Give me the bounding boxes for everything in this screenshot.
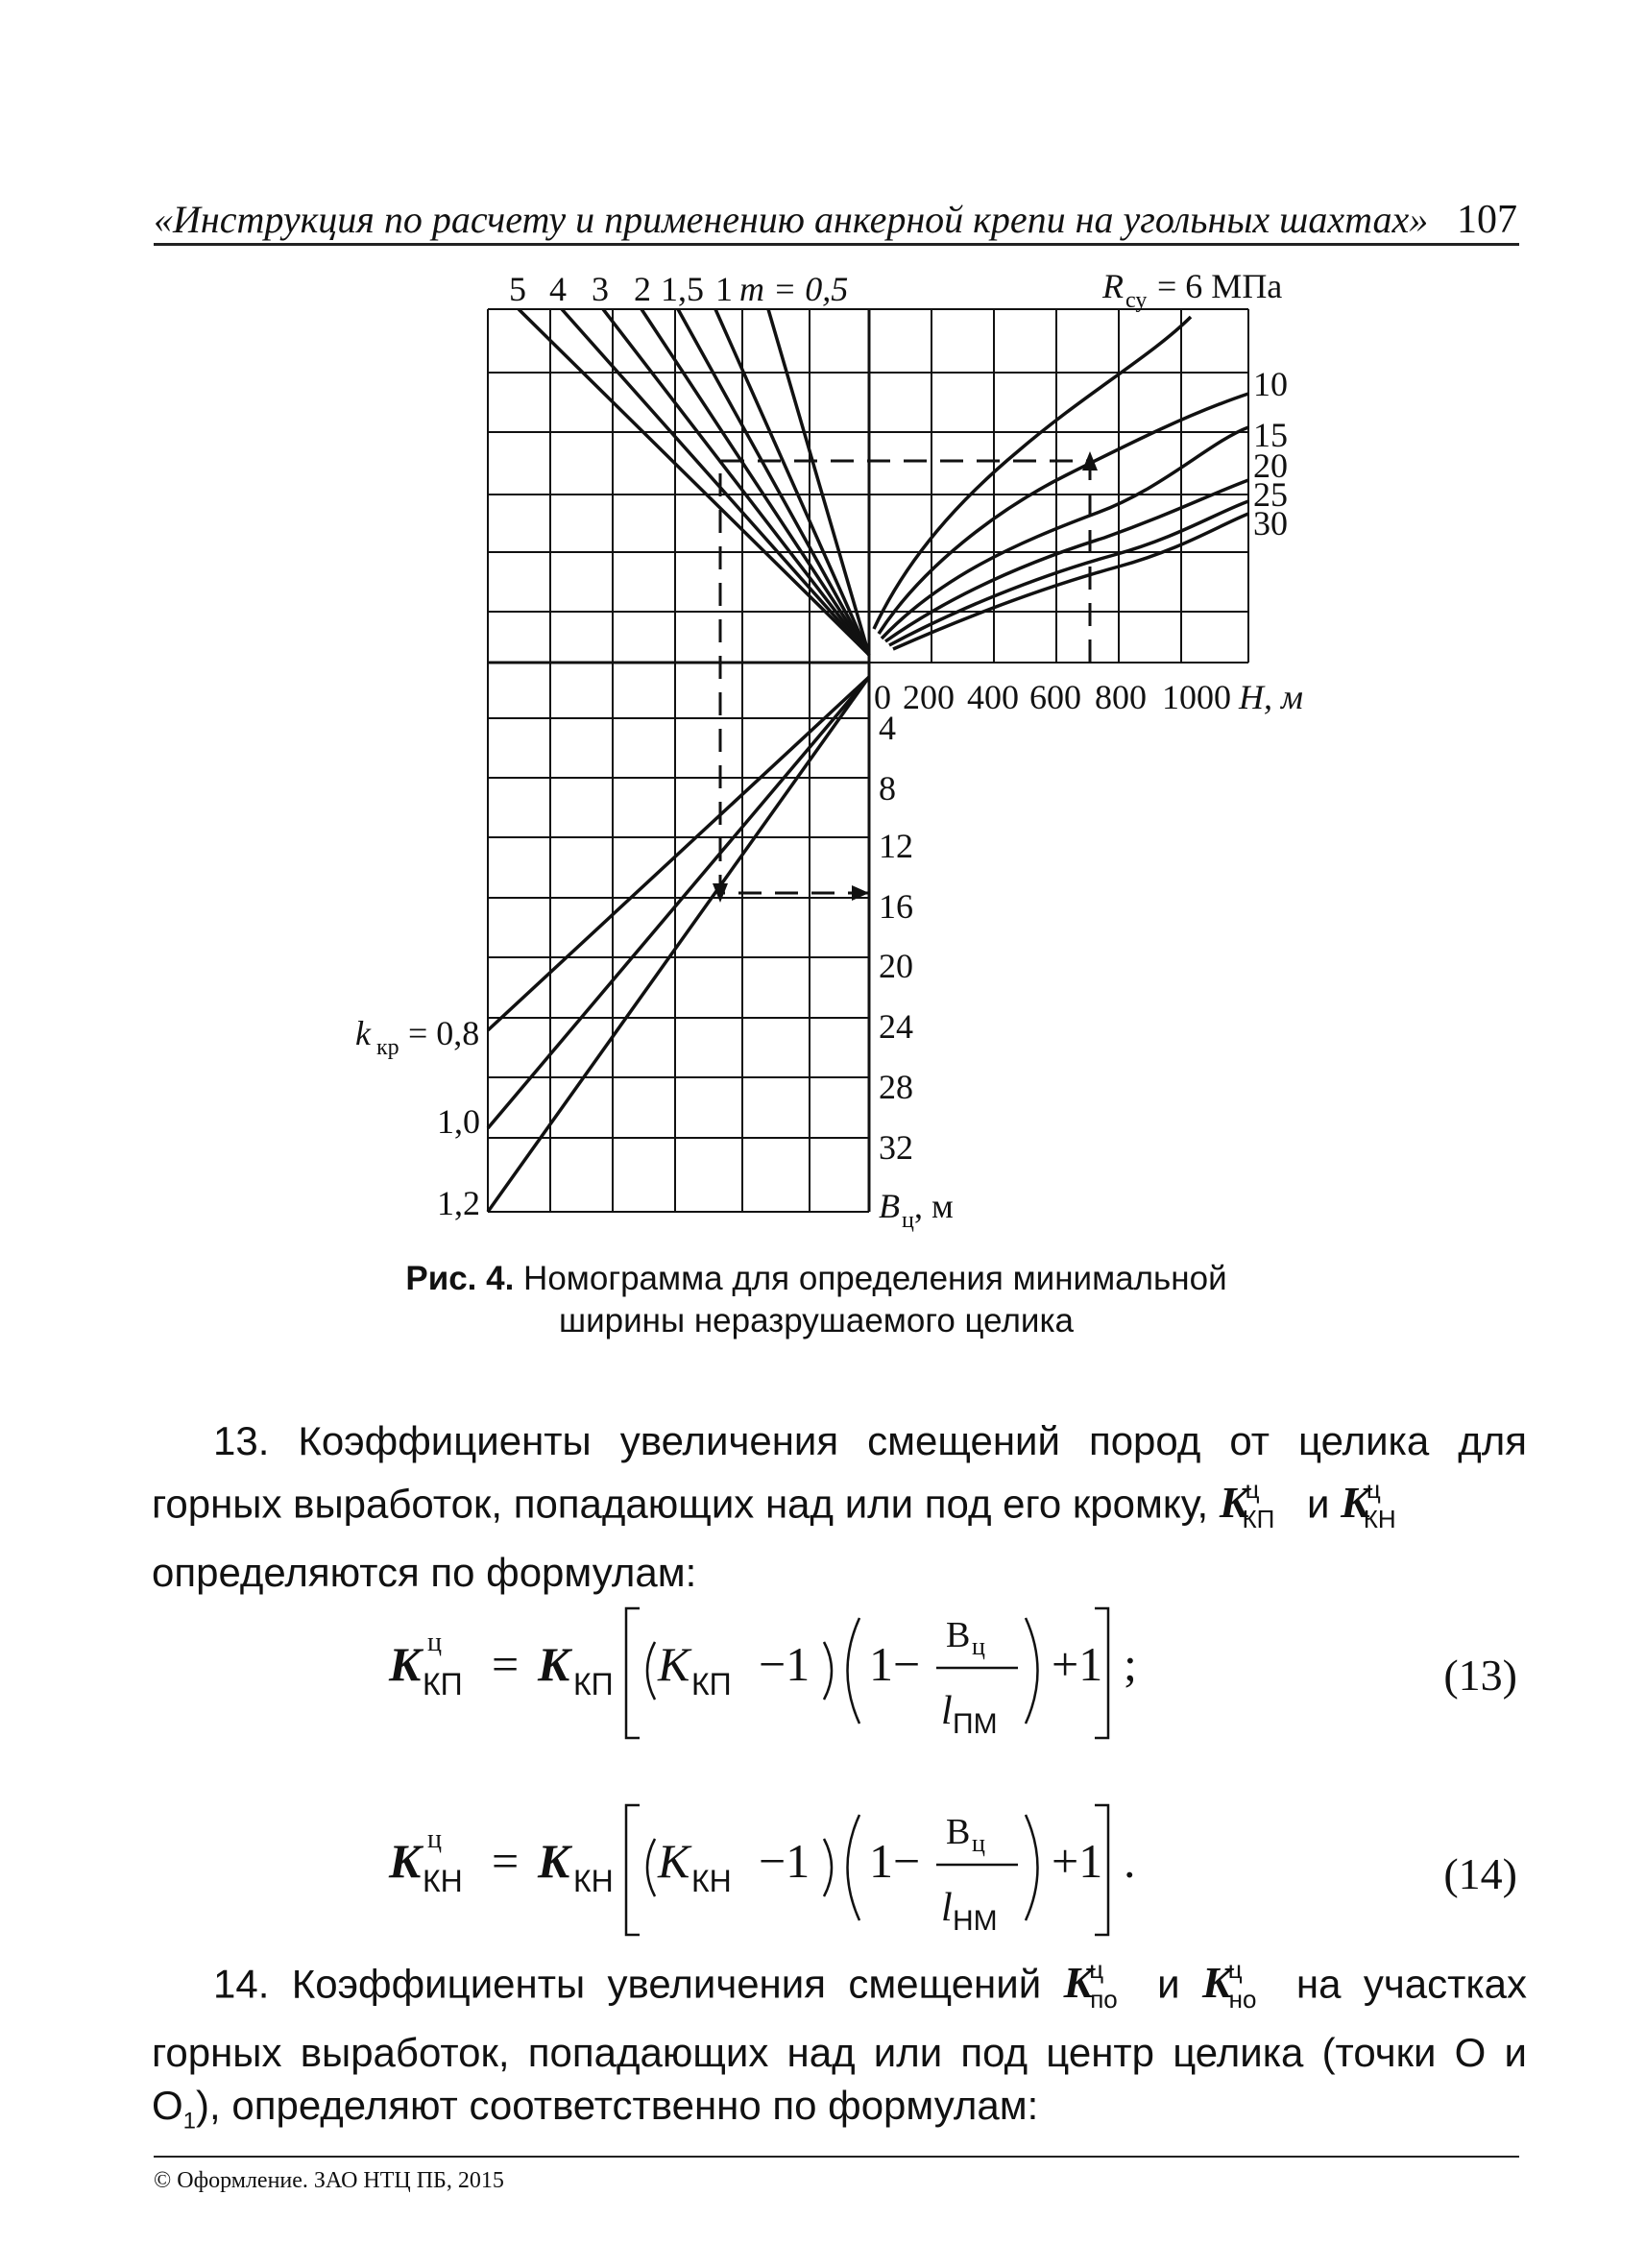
m-line-4 [562,309,869,655]
f14-minus1: −1 [759,1834,810,1888]
f14-inner-sub: КН [691,1864,732,1898]
f14-lhs-sup: ц [427,1824,442,1854]
para14-and: и [1134,1961,1203,2007]
para14-text2: на участках горных выработок, попадающих над или под центр целика (точки О и О [152,1961,1527,2128]
h-axis-tick: 1000 [1162,678,1231,716]
formula-13 [0,1589,1645,1762]
k-label-1-2: 1,2 [437,1184,480,1222]
para13-and: и [1295,1481,1342,1527]
f14-bc-sub: ц [972,1829,985,1857]
f13-k-sub: КП [573,1667,614,1701]
f13-minus: − [893,1637,921,1691]
f14-inner-k: K [658,1834,690,1888]
b-axis-tick: 32 [879,1128,913,1167]
formula-14 [0,1786,1645,1959]
f14-nm: НМ [953,1905,998,1937]
r-curve-label: 15 [1253,416,1288,454]
b-axis-title: B [879,1187,900,1225]
f13-pm: ПМ [953,1708,998,1740]
m-label: 1,5 [661,270,704,308]
m-label: 4 [549,270,567,308]
para14-sub1: 1 [182,2107,197,2134]
f13-bc-sub: ц [972,1632,985,1660]
header-title: «Инструкция по расчету и применению анкерной крепи на угольных шахтах» [154,198,1429,241]
para14-text3: ), определяют соответственно по формулам: [196,2082,1039,2128]
h-axis-tick: 400 [967,678,1019,716]
f13-inner-k: K [658,1637,690,1691]
f13-lhs-sub: КП [423,1667,463,1701]
m-label: 5 [509,270,526,308]
symbol-k-po-c: $K^ц_{по}$ [1063,1955,1118,2014]
k-line-0-8 [488,677,869,1030]
b-axis-tick: 20 [879,947,913,985]
f14-bc: B [946,1812,971,1852]
figure-caption [288,1258,1344,1342]
f14-l: l [941,1886,953,1930]
k-title: k [355,1014,371,1052]
f13-lhs-sup: ц [427,1628,442,1657]
m-line-3 [603,309,869,655]
f13-plus1: +1 [1052,1637,1103,1691]
formula-13-number: (13) [1443,1651,1517,1700]
paragraph-13 [152,1414,1527,1599]
m-label-main: m = 0,5 [739,270,849,308]
f13-lhs-k: K [389,1637,422,1691]
r-title-sub: су [1125,288,1148,313]
caption-line1: Номограмма для определения минимальной [514,1260,1227,1297]
h-axis-tick: 0 [874,678,891,716]
m-label: 1 [715,270,733,308]
formula-14-number: (14) [1443,1849,1517,1898]
h-axis-tick: 600 [1029,678,1081,716]
b-axis-tick: 28 [879,1068,913,1106]
k-line-1-2 [488,677,869,1212]
m-line-1-5 [678,309,869,655]
h-axis-tick: 800 [1095,678,1147,716]
b-axis-tick: 4 [879,709,896,747]
f14-plus1: +1 [1052,1834,1103,1888]
r-curve-label: 30 [1253,504,1288,543]
h-axis-tick: 200 [903,678,955,716]
f14-eq: = [492,1834,520,1888]
k-label-0-8: = 0,8 [408,1014,480,1052]
r-curve-label: 10 [1253,365,1288,403]
para13-text2: определяются по формулам: [152,1549,697,1595]
para14-text1: 14. Коэффициенты увеличения смещений [213,1961,1064,2007]
f14-lhs-sub: КН [423,1864,463,1898]
b-axis-title-unit: , м [914,1187,954,1225]
f13-eq: = [492,1637,520,1691]
f13-one: 1 [869,1637,893,1691]
m-label: 3 [592,270,609,308]
m-line-5 [519,309,869,655]
f13-l: l [941,1689,953,1733]
r-title-unit: = 6 МПа [1157,267,1283,305]
b-axis-tick: 12 [879,827,913,865]
symbol-k-kp-c: $K^ц_{КП}$ [1219,1475,1275,1533]
m-label: 2 [634,270,651,308]
symbol-k-no-c: $K^ц_{но}$ [1202,1955,1257,2014]
f14-minus: − [893,1834,921,1888]
b-axis-tick: 8 [879,769,896,808]
k-title-sub: кр [376,1035,399,1060]
r-curve-label: 25 [1253,475,1288,514]
f14-one: 1 [869,1834,893,1888]
h-axis-title: H, м [1239,678,1303,716]
caption-label: Рис. 4. [405,1260,515,1297]
f13-minus1: −1 [759,1637,810,1691]
page-number: 107 [1457,198,1517,242]
b-axis-tick: 24 [879,1007,913,1046]
f14-k: K [538,1834,570,1888]
f14-k-sub: КН [573,1864,614,1898]
r-curve-30 [893,514,1248,649]
f14-period: . [1124,1834,1136,1888]
k-line-1-0 [488,677,869,1128]
f14-lhs-k: K [389,1834,422,1888]
symbol-k-kn-c: $K^ц_{КН}$ [1341,1475,1396,1533]
footer-rule [154,2156,1519,2158]
b-axis-title-sub: ц [902,1208,914,1233]
caption-line2: ширины неразрушаемого целика [558,1302,1074,1339]
f13-inner-sub: КП [691,1667,732,1701]
r-curve-10 [879,394,1248,634]
b-axis-tick: 16 [879,887,913,926]
r-curve-label: 20 [1253,446,1288,485]
nomogram-labels [355,267,1303,1233]
m-line-1 [715,309,869,655]
para13-text1: 13. Коэффициенты увеличения смещений пород от целика для горных выработок, попадающих над или под его кромку, [152,1418,1527,1527]
f13-semicolon: ; [1124,1637,1137,1691]
r-title: R [1102,267,1124,305]
paragraph-14 [152,1947,1527,2147]
nomogram-grid [488,309,1248,1212]
footer-copyright: © Оформление. ЗАО НТЦ ПБ, 2015 [154,2168,504,2193]
f13-k: K [538,1637,570,1691]
k-label-1-0: 1,0 [437,1102,480,1141]
f13-bc: B [946,1615,971,1655]
